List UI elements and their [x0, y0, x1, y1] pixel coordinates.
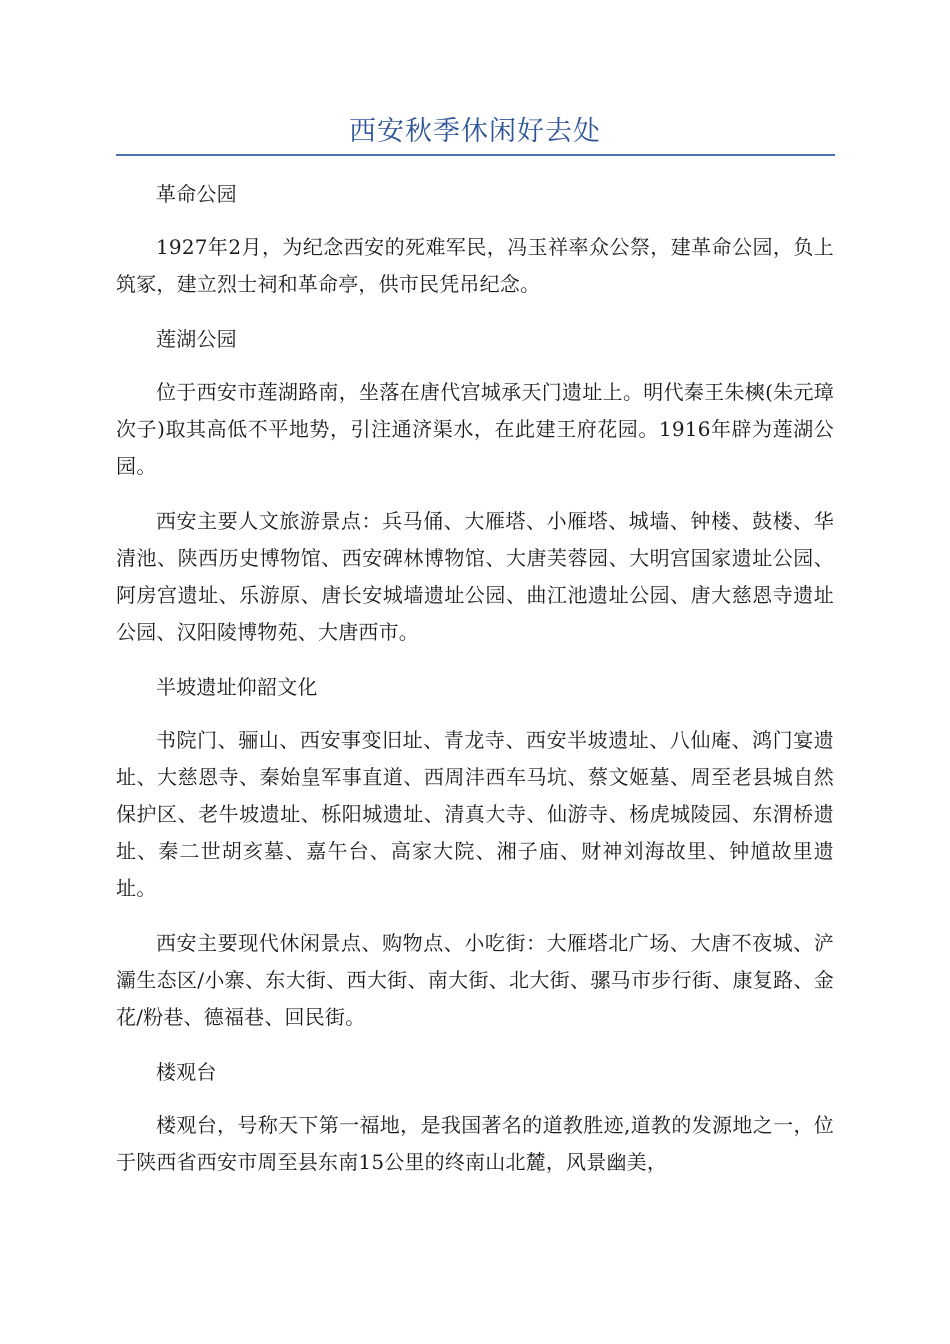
section-heading-revolution-park: 革命公园 — [156, 182, 237, 206]
paragraph-louguantai: 楼观台，号称天下第一福地，是我国著名的道教胜迹,道教的发源地之一，位于陕西省西安市周至县东南15公里的终南山北麓，风景幽美， — [116, 1113, 834, 1174]
paragraph-revolution-park: 1927年2月，为纪念西安的死难军民，冯玉祥率众公祭，建革命公园，负上筑冢，建立烈士祠和革命亭，供市民凭吊纪念。 — [116, 235, 834, 296]
paragraph-banpo-sites: 书院门、骊山、西安事变旧址、青龙寺、西安半坡遗址、八仙庵、鸿门宴遗址、大慈恩寺、秦始皇军事直道、西周沣西车马坑、蔡文姬墓、周至老县城自然保护区、老牛坡遗址、栎阳城遗址、清真大寺、仙游寺、杨虎城陵园、东渭桥遗址、秦二世胡亥墓、嘉午台、高家大院、湘子庙、财神刘海故里、钟馗故里遗址。 — [116, 728, 834, 900]
paragraph-cultural-attractions: 西安主要人文旅游景点：兵马俑、大雁塔、小雁塔、城墙、钟楼、鼓楼、华清池、陕西历史博物馆、西安碑林博物馆、大唐芙蓉园、大明宫国家遗址公园、阿房宫遗址、乐游原、唐长安城墙遗址公园、曲江池遗址公园、唐大慈恩寺遗址公园、汉阳陵博物苑、大唐西市。 — [116, 509, 834, 644]
paragraph-lianhu-park: 位于西安市莲湖路南，坐落在唐代宫城承天门遗址上。明代秦王朱樉(朱元璋次子)取其高低不平地势，引注通济渠水，在此建王府花园。1916年辟为莲湖公园。 — [116, 380, 834, 478]
paragraph-modern-attractions: 西安主要现代休闲景点、购物点、小吃街：大雁塔北广场、大唐不夜城、浐灞生态区/小寨、东大街、西大街、南大街、北大街、骡马市步行街、康复路、金花/粉巷、德福巷、回民街。 — [116, 931, 834, 1029]
section-heading-louguantai: 楼观台 — [156, 1060, 217, 1084]
section-heading-banpo: 半坡遗址仰韶文化 — [156, 675, 318, 699]
page-title: 西安秋季休闲好去处 — [349, 116, 601, 147]
section-heading-lianhu-park: 莲湖公园 — [156, 327, 237, 351]
title-underline — [116, 154, 835, 156]
document-body — [116, 176, 834, 1199]
